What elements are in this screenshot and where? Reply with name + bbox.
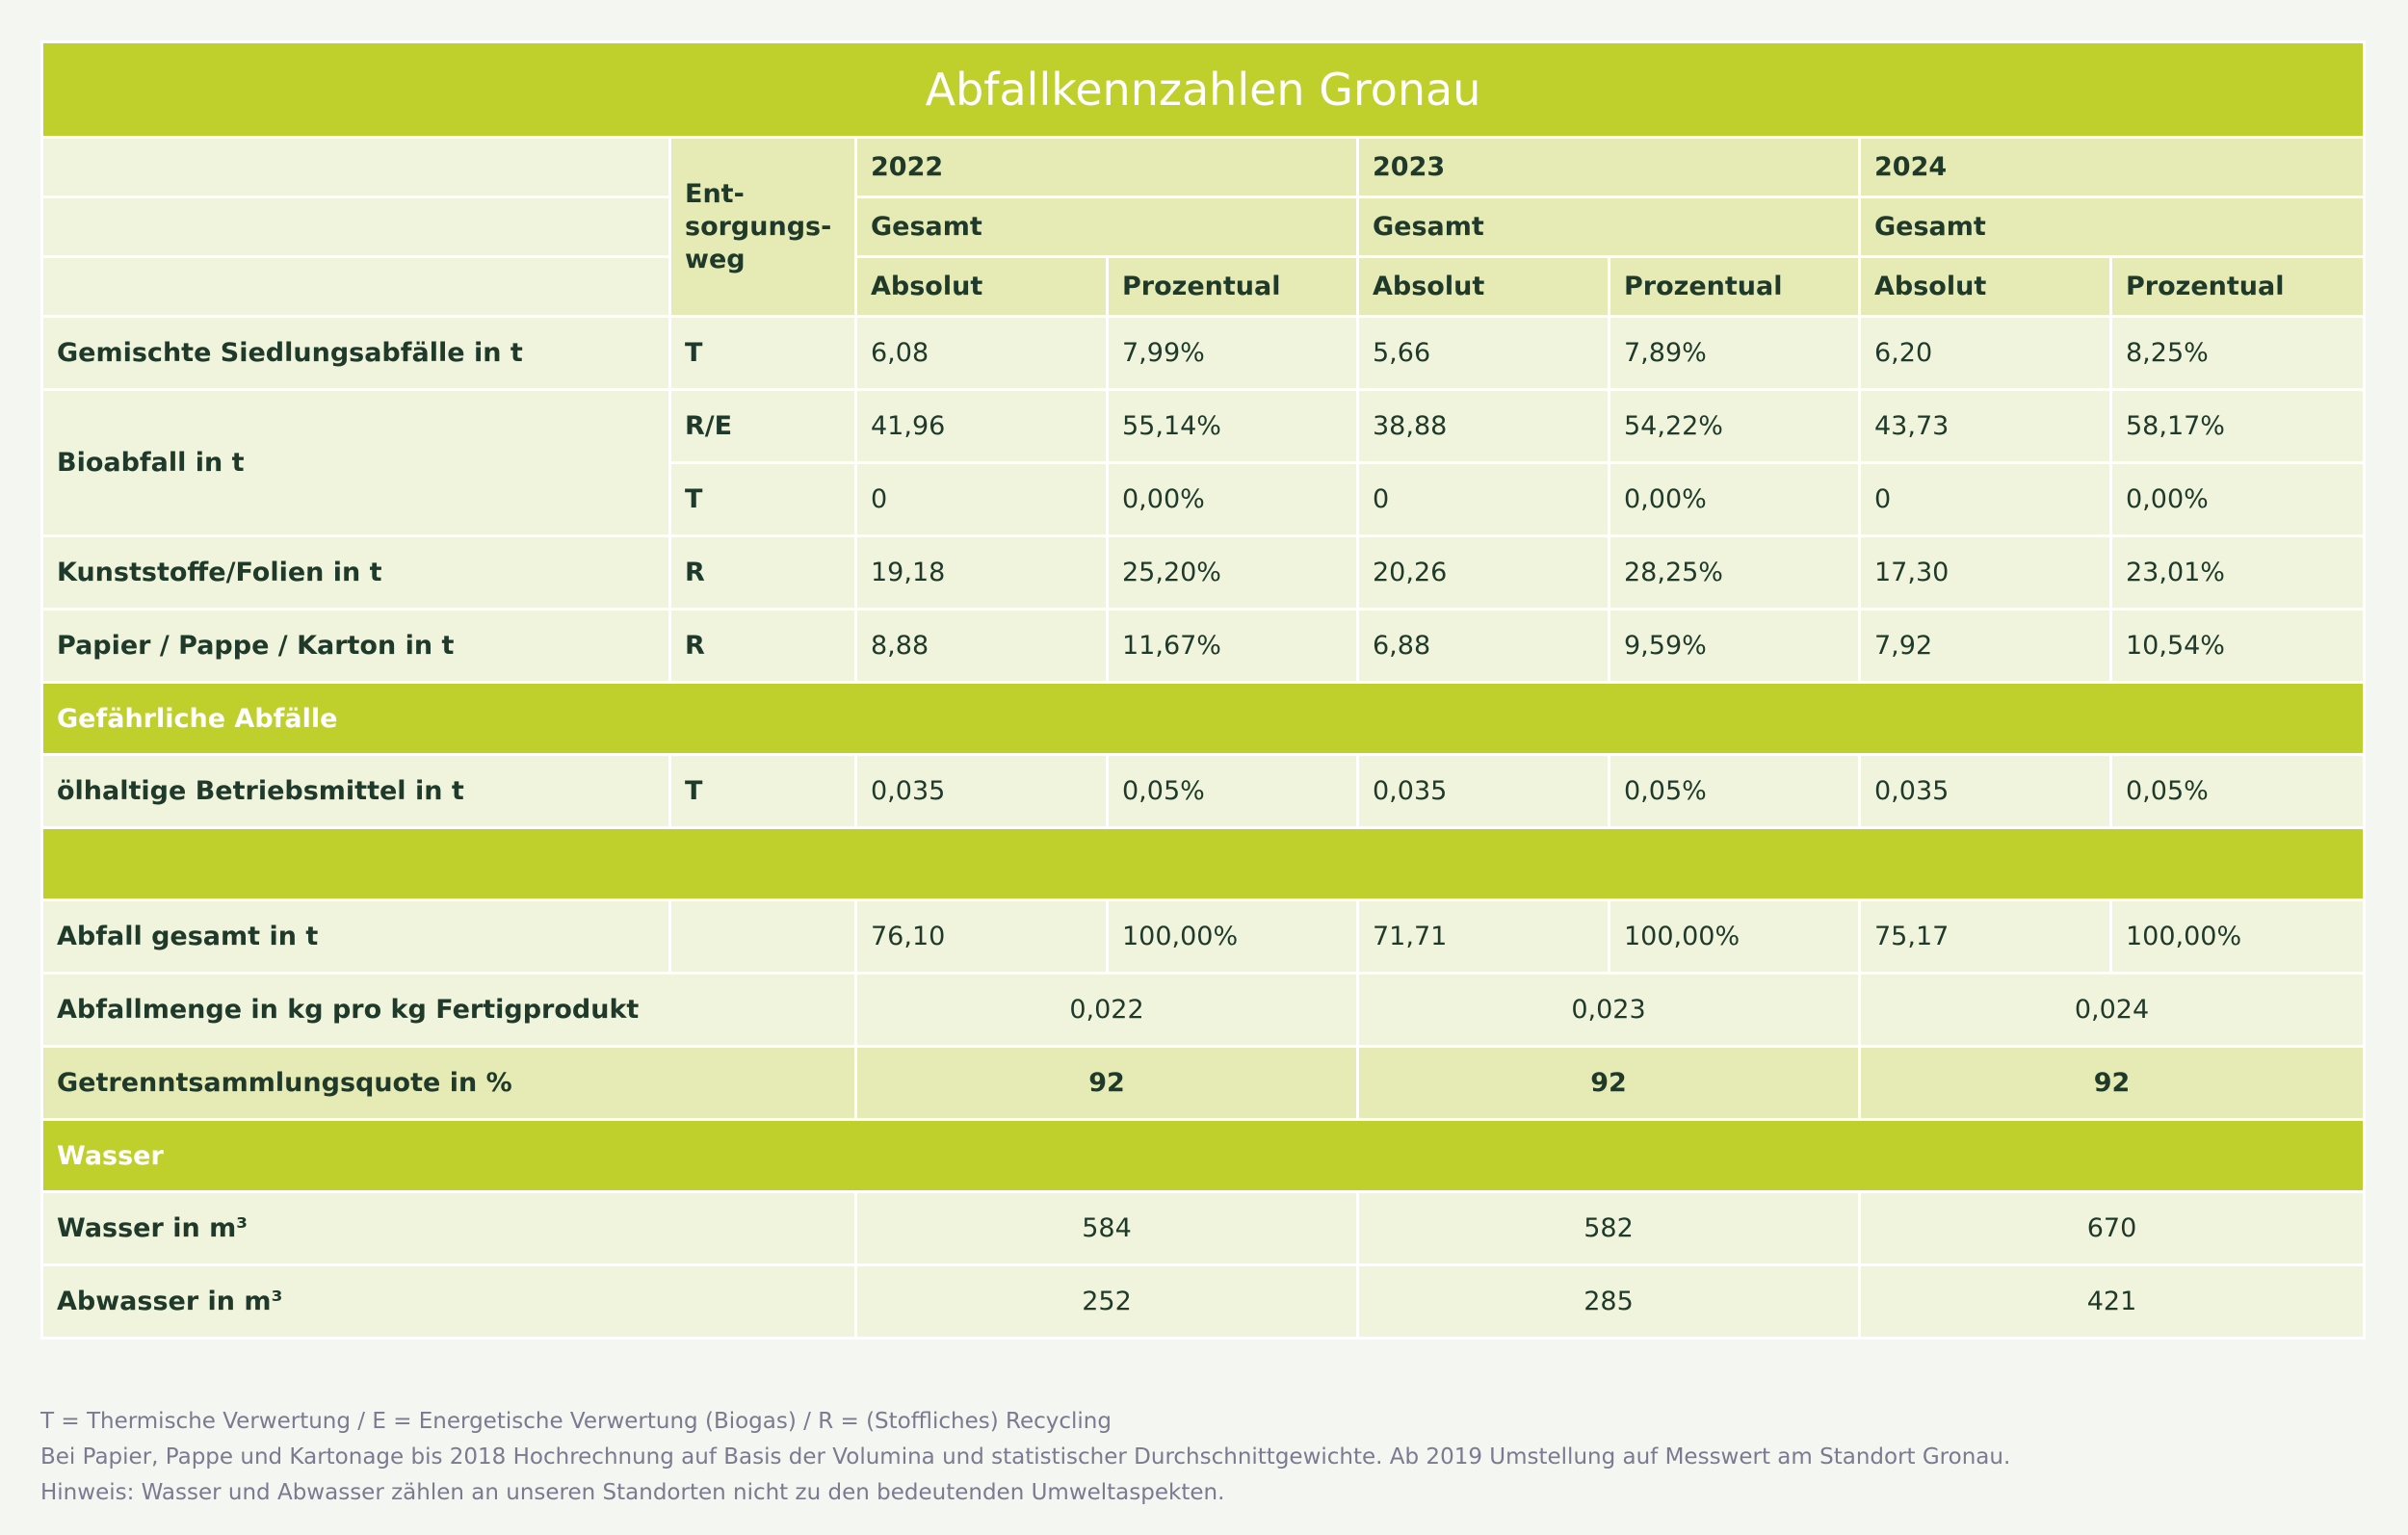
cell-value: 0 [1358, 463, 1610, 536]
cell-value: 100,00% [1108, 900, 1358, 974]
cell-value: 38,88 [1358, 390, 1610, 463]
cell-value: 92 [1358, 1047, 1860, 1120]
cell-value: 421 [1860, 1265, 2365, 1339]
header-disposal-route: Ent- sorgungs- weg [670, 138, 856, 317]
row-label: Abfallmenge in kg pro kg Fertigprodukt [42, 974, 856, 1047]
cell-value: 7,89% [1610, 317, 1860, 390]
header-year-2023: 2023 [1358, 138, 1860, 197]
disposal-route: T [670, 755, 856, 828]
cell-value: 0,035 [856, 755, 1108, 828]
cell-value: 0,00% [2111, 463, 2365, 536]
row-label: Kunststoffe/Folien in t [42, 536, 670, 610]
header-total-2023: Gesamt [1358, 197, 1860, 257]
disposal-route: T [670, 317, 856, 390]
section-water: Wasser [42, 1120, 2365, 1192]
header-blank [42, 257, 670, 317]
cell-value: 0,023 [1358, 974, 1860, 1047]
cell-value: 20,26 [1358, 536, 1610, 610]
header-year-2024: 2024 [1860, 138, 2365, 197]
header-blank [42, 197, 670, 257]
cell-value: 7,99% [1108, 317, 1358, 390]
cell-value: 582 [1358, 1192, 1860, 1265]
table-row [42, 974, 2365, 1047]
cell-value: 0,035 [1358, 755, 1610, 828]
waste-kpi-table [40, 40, 2366, 1340]
cell-value: 17,30 [1860, 536, 2111, 610]
table-row [42, 755, 2365, 828]
cell-value: 6,08 [856, 317, 1108, 390]
cell-value: 10,54% [2111, 610, 2365, 683]
cell-value: 0,05% [2111, 755, 2365, 828]
table-row [42, 1047, 2365, 1120]
cell-value: 9,59% [1610, 610, 1860, 683]
section-row [42, 1120, 2365, 1192]
row-label: Gemischte Siedlungsabfälle in t [42, 317, 670, 390]
cell-value: 0 [856, 463, 1108, 536]
cell-value: 43,73 [1860, 390, 2111, 463]
header-blank [42, 138, 670, 197]
table-row [42, 390, 2365, 463]
disposal-route: R [670, 536, 856, 610]
footnote-water-note: Hinweis: Wasser und Abwasser zählen an unseren Standorten nicht zu den bedeutenden Umweltaspekten. [40, 1480, 1225, 1505]
cell-value: 19,18 [856, 536, 1108, 610]
cell-value: 55,14% [1108, 390, 1358, 463]
header-absolute: Absolut [1358, 257, 1610, 317]
cell-value: 23,01% [2111, 536, 2365, 610]
cell-value: 0,05% [1610, 755, 1860, 828]
cell-value: 7,92 [1860, 610, 2111, 683]
disposal-route-empty [670, 900, 856, 974]
row-label: Bioabfall in t [42, 390, 670, 536]
cell-value: 0,00% [1108, 463, 1358, 536]
row-label: ölhaltige Betriebsmittel in t [42, 755, 670, 828]
table-row [42, 317, 2365, 390]
cell-value: 0,00% [1610, 463, 1860, 536]
cell-value: 6,88 [1358, 610, 1610, 683]
row-label: Abfall gesamt in t [42, 900, 670, 974]
header-absolute: Absolut [856, 257, 1108, 317]
cell-value: 5,66 [1358, 317, 1610, 390]
cell-value: 92 [1860, 1047, 2365, 1120]
disposal-route: R [670, 610, 856, 683]
cell-value: 54,22% [1610, 390, 1860, 463]
cell-value: 76,10 [856, 900, 1108, 974]
header-total-2024: Gesamt [1860, 197, 2365, 257]
footnote-legend: T = Thermische Verwertung / E = Energetische Verwertung (Biogas) / R = (Stoffliches) Recycling [40, 1409, 1112, 1434]
cell-value: 8,25% [2111, 317, 2365, 390]
cell-value: 25,20% [1108, 536, 1358, 610]
cell-value: 75,17 [1860, 900, 2111, 974]
section-hazardous-waste: Gefährliche Abfälle [42, 683, 2365, 755]
header-percent: Prozentual [1610, 257, 1860, 317]
section-row [42, 683, 2365, 755]
cell-value: 670 [1860, 1192, 2365, 1265]
header-year-2022: 2022 [856, 138, 1358, 197]
disposal-route: T [670, 463, 856, 536]
disposal-route: R/E [670, 390, 856, 463]
header-total-2022: Gesamt [856, 197, 1358, 257]
cell-value: 41,96 [856, 390, 1108, 463]
table-row [42, 1265, 2365, 1339]
waste-kpi-table-container [40, 40, 2363, 1340]
footnotes [40, 1404, 2010, 1511]
cell-value: 0,024 [1860, 974, 2365, 1047]
cell-value: 252 [856, 1265, 1358, 1339]
table-row [42, 1192, 2365, 1265]
row-label: Papier / Pappe / Karton in t [42, 610, 670, 683]
cell-value: 58,17% [2111, 390, 2365, 463]
cell-value: 0,035 [1860, 755, 2111, 828]
table-title: Abfallkennzahlen Gronau [42, 42, 2365, 138]
cell-value: 8,88 [856, 610, 1108, 683]
cell-value: 71,71 [1358, 900, 1610, 974]
header-percent: Prozentual [1108, 257, 1358, 317]
cell-value: 92 [856, 1047, 1358, 1120]
cell-value: 28,25% [1610, 536, 1860, 610]
cell-value: 100,00% [1610, 900, 1860, 974]
section-spacer [42, 828, 2365, 900]
section-row-empty [42, 828, 2365, 900]
footnote-paper-method: Bei Papier, Pappe und Kartonage bis 2018 Hochrechnung auf Basis der Volumina und statistischer Durchschnittgewichte. Ab 2019 Umstellung auf Messwert am Standort Gronau. [40, 1444, 2011, 1470]
cell-value: 100,00% [2111, 900, 2365, 974]
table-row [42, 610, 2365, 683]
cell-value: 584 [856, 1192, 1358, 1265]
cell-value: 285 [1358, 1265, 1860, 1339]
row-label: Getrenntsammlungsquote in % [42, 1047, 856, 1120]
header-absolute: Absolut [1860, 257, 2111, 317]
header-percent: Prozentual [2111, 257, 2365, 317]
row-label: Abwasser in m³ [42, 1265, 856, 1339]
table-row [42, 900, 2365, 974]
cell-value: 11,67% [1108, 610, 1358, 683]
cell-value: 0,022 [856, 974, 1358, 1047]
row-label: Wasser in m³ [42, 1192, 856, 1265]
cell-value: 0,05% [1108, 755, 1358, 828]
cell-value: 0 [1860, 463, 2111, 536]
table-row [42, 536, 2365, 610]
cell-value: 6,20 [1860, 317, 2111, 390]
